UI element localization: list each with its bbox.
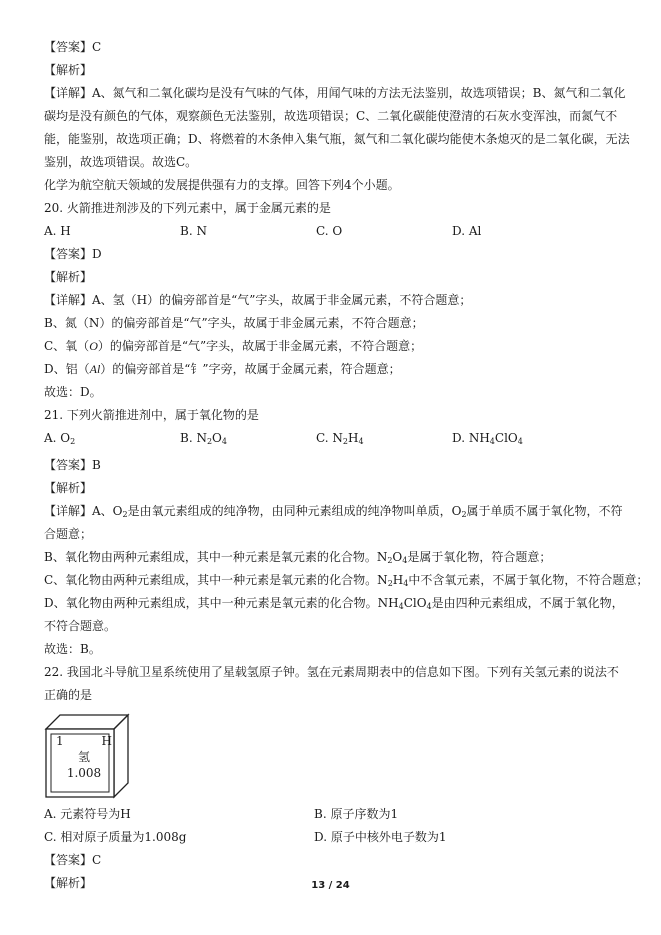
q22-options-row1 — [44, 803, 630, 826]
q22-option-a: A. 元素符号为H — [44, 807, 131, 821]
q20-option-d: D. Al — [452, 224, 482, 238]
q21-option-a: A. $O_2$ — [44, 431, 76, 446]
q22-option-d: D. 原子中核外电子数为1 — [314, 830, 447, 844]
q22-options-row2 — [44, 826, 630, 849]
q21-conclusion: 故选：B。 — [44, 642, 101, 656]
q20-detail-4: D、铝（Al）的偏旁部首是“钅”字旁，故属于金属元素，符合题意； — [44, 362, 401, 376]
q20-answer: 【答案】D — [44, 247, 102, 261]
q21-analysis-label: 【解析】 — [44, 481, 93, 495]
q20-detail-3: C、氧（O）的偏旁部首是“气”字头，故属于非金属元素，不符合题意； — [44, 339, 423, 353]
section-intro: 化学为航空航天领域的发展提供强有力的支撑。回答下列4个小题。 — [44, 178, 400, 192]
tile-content — [48, 733, 120, 781]
q20-stem: 20. 火箭推进剂涉及的下列元素中，属于金属元素的是 — [44, 201, 331, 215]
q21-option-d: D. $NH_4ClO_4$ — [452, 431, 523, 446]
atomic-number: 1 — [56, 734, 64, 748]
q21-stem: 21. 下列火箭推进剂中，属于氧化物的是 — [44, 408, 259, 422]
q21-detail-1: 【详解】A、$O_2$是由氧元素组成的纯净物，由同种元素组成的纯净物叫单质，$O_2$属于单质不属于氧化物，不符合题意； — [44, 504, 623, 541]
q19-detail: 【详解】A、氮气和二氧化碳均是没有气味的气体，用闻气味的方法无法鉴别，故选项错误；B、氮气和二氧化碳均是没有颜色的气体，观察颜色无法鉴别，故选项错误；C、二氧化碳能使澄清的石灰水变浑浊，而氮气不能，能鉴别，故选项正确；D、将燃着的木条伸入集气瓶，氮气和二氧化碳均能使木条熄灭的是二氧化碳，无法鉴别，故选项错误。故选C。 — [44, 86, 630, 169]
q20-analysis-label: 【解析】 — [44, 270, 93, 284]
q22-answer: 【答案】C — [44, 853, 102, 867]
page-number: 13 / 24 — [311, 880, 350, 891]
q21-detail-3: C、氧化物由两种元素组成，其中一种元素是氧元素的化合物。$N_2H_4$中不含氧元素，不属于氧化物，不符合题意； — [44, 573, 649, 588]
q21-option-b: B. $N_2O_4$ — [180, 431, 227, 446]
q20-option-a: A. H — [44, 224, 71, 238]
q20-option-c: C. O — [316, 224, 343, 238]
q20-option-b: B. N — [180, 224, 207, 238]
q21-detail-4: D、氧化物由两种元素组成，其中一种元素是氧元素的化合物。$NH_4ClO_4$是由四种元素组成，不属于氧化物，不符合题意。 — [44, 596, 624, 633]
q20-options — [44, 220, 630, 243]
q22-stem: 22. 我国北斗导航卫星系统使用了星载氢原子钟。氢在元素周期表中的信息如下图。下列有关氢元素的说法不正确的是 — [44, 665, 619, 702]
q20-detail-1: 【详解】A、氢（H）的偏旁部首是“气”字头，故属于非金属元素，不符合题意； — [44, 293, 472, 307]
q20-detail-2: B、氮（N）的偏旁部首是“气”字头，故属于非金属元素，不符合题意； — [44, 316, 424, 330]
q20-conclusion: 故选：D。 — [44, 385, 102, 399]
q22-option-b: B. 原子序数为1 — [314, 807, 399, 821]
element-name: 氢 — [77, 750, 90, 764]
q21-option-c: C. $N_2H_4$ — [316, 431, 364, 446]
q22-option-c: C. 相对原子质量为1.008g — [44, 830, 187, 844]
q21-detail-2: B、氧化物由两种元素组成，其中一种元素是氧元素的化合物。$N_2O_4$是属于氧化物，符合题意； — [44, 550, 552, 565]
periodic-table-tile — [44, 711, 630, 803]
q21-options — [44, 427, 630, 450]
q19-analysis-label: 【解析】 — [44, 63, 93, 77]
element-symbol: H — [101, 734, 112, 748]
q19-answer: 【答案】C — [44, 40, 102, 54]
document-page — [44, 36, 649, 895]
q22-analysis-label: 【解析】 — [44, 876, 93, 890]
atomic-mass: 1.008 — [66, 766, 102, 780]
q21-answer: 【答案】B — [44, 458, 101, 472]
